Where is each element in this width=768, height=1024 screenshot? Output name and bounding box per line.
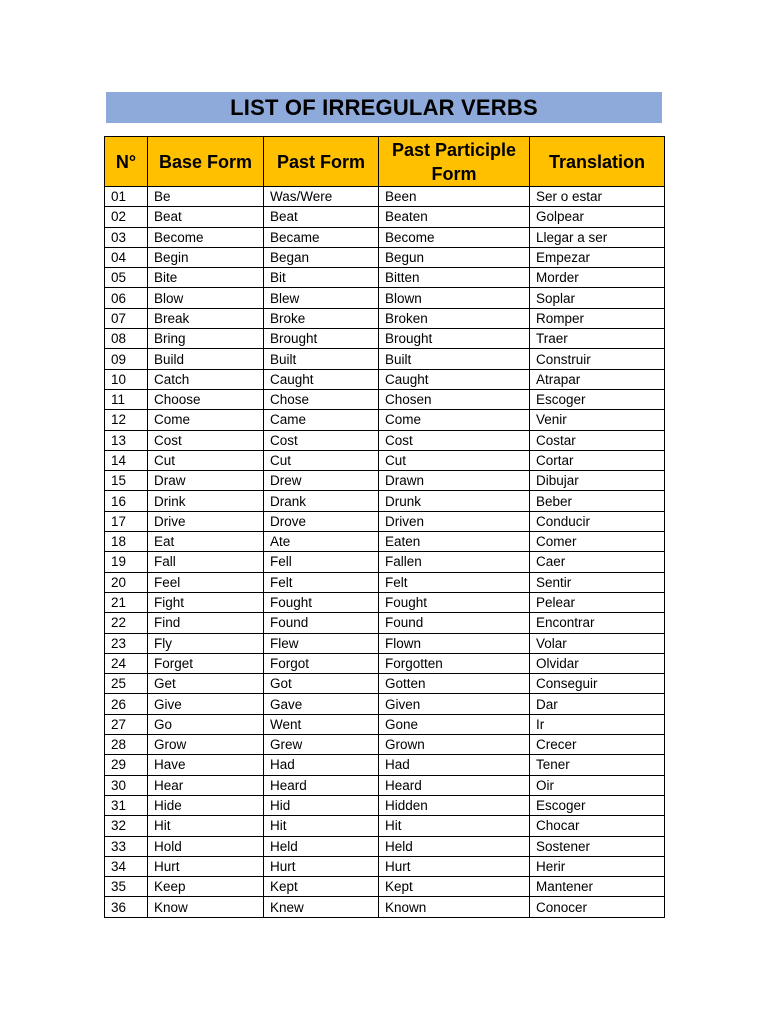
cell-number: 23 bbox=[105, 633, 148, 653]
cell-translation: Dibujar bbox=[530, 471, 665, 491]
cell-number: 01 bbox=[105, 187, 148, 207]
cell-past-form: Cut bbox=[264, 450, 379, 470]
cell-base-form: Hear bbox=[148, 775, 264, 795]
cell-past-participle: Found bbox=[379, 613, 530, 633]
cell-base-form: Have bbox=[148, 755, 264, 775]
table-row bbox=[105, 389, 665, 409]
table-row bbox=[105, 795, 665, 815]
table-row bbox=[105, 308, 665, 328]
header-row bbox=[105, 137, 665, 187]
cell-past-form: Drove bbox=[264, 511, 379, 531]
cell-base-form: Hit bbox=[148, 816, 264, 836]
cell-base-form: Hurt bbox=[148, 856, 264, 876]
cell-number: 06 bbox=[105, 288, 148, 308]
cell-translation: Escoger bbox=[530, 389, 665, 409]
table-row bbox=[105, 897, 665, 917]
cell-past-form: Fell bbox=[264, 552, 379, 572]
cell-base-form: Beat bbox=[148, 207, 264, 227]
cell-number: 36 bbox=[105, 897, 148, 917]
cell-past-form: Brought bbox=[264, 329, 379, 349]
header-past-participle: Past Participle Form bbox=[379, 137, 530, 187]
cell-base-form: Bring bbox=[148, 329, 264, 349]
cell-translation: Tener bbox=[530, 755, 665, 775]
cell-past-participle: Hit bbox=[379, 816, 530, 836]
cell-number: 03 bbox=[105, 227, 148, 247]
table-row bbox=[105, 450, 665, 470]
cell-base-form: Go bbox=[148, 714, 264, 734]
cell-past-participle: Heard bbox=[379, 775, 530, 795]
cell-base-form: Eat bbox=[148, 532, 264, 552]
cell-number: 10 bbox=[105, 369, 148, 389]
cell-base-form: Fly bbox=[148, 633, 264, 653]
cell-past-form: Grew bbox=[264, 735, 379, 755]
table-row bbox=[105, 674, 665, 694]
table-row bbox=[105, 735, 665, 755]
cell-past-form: Gave bbox=[264, 694, 379, 714]
cell-base-form: Fight bbox=[148, 592, 264, 612]
cell-translation: Venir bbox=[530, 410, 665, 430]
cell-past-form: Caught bbox=[264, 369, 379, 389]
cell-number: 18 bbox=[105, 532, 148, 552]
cell-number: 05 bbox=[105, 268, 148, 288]
cell-base-form: Give bbox=[148, 694, 264, 714]
cell-past-form: Drew bbox=[264, 471, 379, 491]
cell-translation: Pelear bbox=[530, 592, 665, 612]
cell-base-form: Know bbox=[148, 897, 264, 917]
cell-past-form: Hid bbox=[264, 795, 379, 815]
cell-past-participle: Gotten bbox=[379, 674, 530, 694]
cell-translation: Sostener bbox=[530, 836, 665, 856]
cell-past-participle: Forgotten bbox=[379, 653, 530, 673]
table-row bbox=[105, 714, 665, 734]
cell-past-participle: Come bbox=[379, 410, 530, 430]
cell-number: 30 bbox=[105, 775, 148, 795]
cell-past-form: Felt bbox=[264, 572, 379, 592]
irregular-verbs-table bbox=[104, 136, 665, 918]
cell-past-form: Began bbox=[264, 247, 379, 267]
cell-base-form: Feel bbox=[148, 572, 264, 592]
cell-past-form: Got bbox=[264, 674, 379, 694]
cell-past-participle: Had bbox=[379, 755, 530, 775]
cell-past-participle: Chosen bbox=[379, 389, 530, 409]
cell-past-participle: Bitten bbox=[379, 268, 530, 288]
cell-translation: Beber bbox=[530, 491, 665, 511]
cell-number: 09 bbox=[105, 349, 148, 369]
cell-translation: Crecer bbox=[530, 735, 665, 755]
cell-number: 14 bbox=[105, 450, 148, 470]
cell-past-participle: Known bbox=[379, 897, 530, 917]
cell-translation: Conducir bbox=[530, 511, 665, 531]
cell-past-participle: Built bbox=[379, 349, 530, 369]
cell-base-form: Cut bbox=[148, 450, 264, 470]
cell-number: 02 bbox=[105, 207, 148, 227]
cell-past-form: Beat bbox=[264, 207, 379, 227]
table-row bbox=[105, 856, 665, 876]
cell-number: 04 bbox=[105, 247, 148, 267]
cell-past-participle: Become bbox=[379, 227, 530, 247]
cell-translation: Oir bbox=[530, 775, 665, 795]
page-title: LIST OF IRREGULAR VERBS bbox=[230, 94, 538, 120]
table-row bbox=[105, 532, 665, 552]
table-row bbox=[105, 227, 665, 247]
cell-base-form: Drive bbox=[148, 511, 264, 531]
cell-past-form: Came bbox=[264, 410, 379, 430]
cell-number: 19 bbox=[105, 552, 148, 572]
cell-past-participle: Been bbox=[379, 187, 530, 207]
cell-number: 20 bbox=[105, 572, 148, 592]
cell-translation: Llegar a ser bbox=[530, 227, 665, 247]
cell-base-form: Catch bbox=[148, 369, 264, 389]
cell-past-form: Hurt bbox=[264, 856, 379, 876]
cell-past-participle: Kept bbox=[379, 877, 530, 897]
cell-past-participle: Cost bbox=[379, 430, 530, 450]
cell-translation: Herir bbox=[530, 856, 665, 876]
cell-past-form: Chose bbox=[264, 389, 379, 409]
table-row bbox=[105, 694, 665, 714]
cell-base-form: Grow bbox=[148, 735, 264, 755]
table-row bbox=[105, 511, 665, 531]
cell-past-form: Cost bbox=[264, 430, 379, 450]
cell-base-form: Break bbox=[148, 308, 264, 328]
cell-base-form: Be bbox=[148, 187, 264, 207]
cell-number: 31 bbox=[105, 795, 148, 815]
cell-translation: Conocer bbox=[530, 897, 665, 917]
cell-number: 15 bbox=[105, 471, 148, 491]
cell-past-form: Forgot bbox=[264, 653, 379, 673]
cell-past-form: Built bbox=[264, 349, 379, 369]
cell-base-form: Get bbox=[148, 674, 264, 694]
cell-number: 27 bbox=[105, 714, 148, 734]
cell-past-participle: Driven bbox=[379, 511, 530, 531]
cell-number: 26 bbox=[105, 694, 148, 714]
cell-past-participle: Held bbox=[379, 836, 530, 856]
cell-translation: Caer bbox=[530, 552, 665, 572]
cell-number: 22 bbox=[105, 613, 148, 633]
cell-translation: Chocar bbox=[530, 816, 665, 836]
table-row bbox=[105, 247, 665, 267]
cell-base-form: Cost bbox=[148, 430, 264, 450]
table-row bbox=[105, 755, 665, 775]
cell-translation: Comer bbox=[530, 532, 665, 552]
cell-past-participle: Given bbox=[379, 694, 530, 714]
cell-number: 32 bbox=[105, 816, 148, 836]
cell-base-form: Begin bbox=[148, 247, 264, 267]
cell-translation: Golpear bbox=[530, 207, 665, 227]
table-row bbox=[105, 329, 665, 349]
cell-past-form: Heard bbox=[264, 775, 379, 795]
cell-past-form: Bit bbox=[264, 268, 379, 288]
cell-past-form: Had bbox=[264, 755, 379, 775]
cell-number: 12 bbox=[105, 410, 148, 430]
header-base-form: Base Form bbox=[148, 137, 264, 187]
table-row bbox=[105, 410, 665, 430]
cell-past-form: Kept bbox=[264, 877, 379, 897]
table-row bbox=[105, 816, 665, 836]
header-past-form: Past Form bbox=[264, 137, 379, 187]
table-row bbox=[105, 369, 665, 389]
cell-translation: Sentir bbox=[530, 572, 665, 592]
cell-base-form: Draw bbox=[148, 471, 264, 491]
table-row bbox=[105, 613, 665, 633]
table-body bbox=[105, 187, 665, 918]
cell-translation: Dar bbox=[530, 694, 665, 714]
table-row bbox=[105, 836, 665, 856]
cell-translation: Conseguir bbox=[530, 674, 665, 694]
cell-translation: Costar bbox=[530, 430, 665, 450]
cell-base-form: Keep bbox=[148, 877, 264, 897]
cell-translation: Traer bbox=[530, 329, 665, 349]
cell-past-participle: Hidden bbox=[379, 795, 530, 815]
table-row bbox=[105, 552, 665, 572]
table-row bbox=[105, 592, 665, 612]
cell-past-participle: Grown bbox=[379, 735, 530, 755]
cell-past-participle: Gone bbox=[379, 714, 530, 734]
cell-translation: Empezar bbox=[530, 247, 665, 267]
table-row bbox=[105, 288, 665, 308]
cell-base-form: Choose bbox=[148, 389, 264, 409]
table-row bbox=[105, 349, 665, 369]
table-row bbox=[105, 653, 665, 673]
cell-base-form: Blow bbox=[148, 288, 264, 308]
cell-translation: Atrapar bbox=[530, 369, 665, 389]
cell-past-form: Became bbox=[264, 227, 379, 247]
cell-past-form: Knew bbox=[264, 897, 379, 917]
cell-translation: Cortar bbox=[530, 450, 665, 470]
cell-base-form: Bite bbox=[148, 268, 264, 288]
cell-number: 25 bbox=[105, 674, 148, 694]
cell-past-participle: Fallen bbox=[379, 552, 530, 572]
table-row bbox=[105, 268, 665, 288]
cell-base-form: Forget bbox=[148, 653, 264, 673]
cell-translation: Romper bbox=[530, 308, 665, 328]
cell-translation: Construir bbox=[530, 349, 665, 369]
cell-base-form: Build bbox=[148, 349, 264, 369]
cell-past-form: Drank bbox=[264, 491, 379, 511]
table-row bbox=[105, 187, 665, 207]
table-row bbox=[105, 633, 665, 653]
cell-past-participle: Fought bbox=[379, 592, 530, 612]
cell-base-form: Fall bbox=[148, 552, 264, 572]
cell-translation: Ir bbox=[530, 714, 665, 734]
cell-past-participle: Flown bbox=[379, 633, 530, 653]
cell-base-form: Hide bbox=[148, 795, 264, 815]
cell-number: 34 bbox=[105, 856, 148, 876]
cell-past-participle: Eaten bbox=[379, 532, 530, 552]
cell-past-participle: Brought bbox=[379, 329, 530, 349]
cell-past-participle: Drunk bbox=[379, 491, 530, 511]
cell-number: 28 bbox=[105, 735, 148, 755]
cell-base-form: Find bbox=[148, 613, 264, 633]
cell-number: 33 bbox=[105, 836, 148, 856]
cell-past-participle: Beaten bbox=[379, 207, 530, 227]
cell-number: 35 bbox=[105, 877, 148, 897]
cell-past-form: Ate bbox=[264, 532, 379, 552]
cell-past-participle: Caught bbox=[379, 369, 530, 389]
table-row bbox=[105, 877, 665, 897]
cell-number: 29 bbox=[105, 755, 148, 775]
cell-past-form: Blew bbox=[264, 288, 379, 308]
cell-past-participle: Hurt bbox=[379, 856, 530, 876]
cell-translation: Escoger bbox=[530, 795, 665, 815]
cell-translation: Morder bbox=[530, 268, 665, 288]
header-number: N° bbox=[105, 137, 148, 187]
cell-number: 13 bbox=[105, 430, 148, 450]
cell-translation: Ser o estar bbox=[530, 187, 665, 207]
cell-past-participle: Drawn bbox=[379, 471, 530, 491]
table-row bbox=[105, 471, 665, 491]
cell-base-form: Become bbox=[148, 227, 264, 247]
cell-past-form: Was/Were bbox=[264, 187, 379, 207]
cell-past-form: Hit bbox=[264, 816, 379, 836]
cell-base-form: Hold bbox=[148, 836, 264, 856]
cell-past-participle: Begun bbox=[379, 247, 530, 267]
cell-past-form: Held bbox=[264, 836, 379, 856]
table-row bbox=[105, 775, 665, 795]
cell-translation: Olvidar bbox=[530, 653, 665, 673]
cell-number: 21 bbox=[105, 592, 148, 612]
cell-number: 24 bbox=[105, 653, 148, 673]
table-row bbox=[105, 491, 665, 511]
cell-past-participle: Felt bbox=[379, 572, 530, 592]
table-row bbox=[105, 572, 665, 592]
cell-past-participle: Broken bbox=[379, 308, 530, 328]
cell-number: 07 bbox=[105, 308, 148, 328]
cell-base-form: Drink bbox=[148, 491, 264, 511]
cell-past-participle: Cut bbox=[379, 450, 530, 470]
cell-number: 08 bbox=[105, 329, 148, 349]
cell-number: 17 bbox=[105, 511, 148, 531]
cell-past-form: Went bbox=[264, 714, 379, 734]
cell-past-form: Flew bbox=[264, 633, 379, 653]
cell-number: 11 bbox=[105, 389, 148, 409]
cell-number: 16 bbox=[105, 491, 148, 511]
cell-translation: Volar bbox=[530, 633, 665, 653]
cell-translation: Encontrar bbox=[530, 613, 665, 633]
cell-past-form: Found bbox=[264, 613, 379, 633]
table-row bbox=[105, 207, 665, 227]
cell-translation: Mantener bbox=[530, 877, 665, 897]
cell-translation: Soplar bbox=[530, 288, 665, 308]
cell-base-form: Come bbox=[148, 410, 264, 430]
table-row bbox=[105, 430, 665, 450]
cell-past-participle: Blown bbox=[379, 288, 530, 308]
title-bar bbox=[106, 92, 662, 123]
cell-past-form: Fought bbox=[264, 592, 379, 612]
cell-past-form: Broke bbox=[264, 308, 379, 328]
header-translation: Translation bbox=[530, 137, 665, 187]
